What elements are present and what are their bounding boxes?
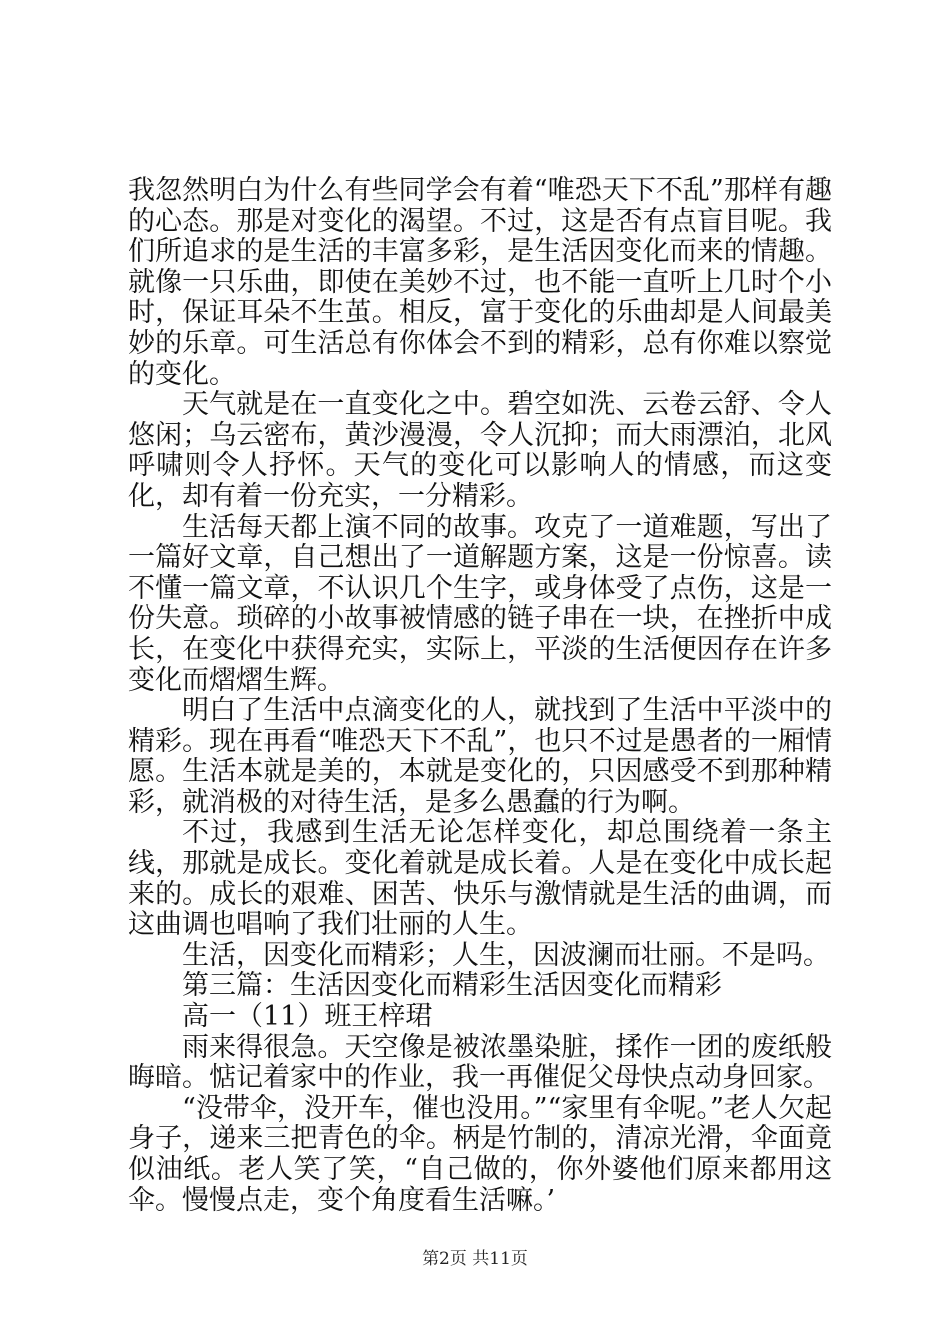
paragraph-7: 雨来得很急。天空像是被浓墨染脏，揉作一团的废纸般晦暗。惦记着家中的作业，我一再催促父母快点动身回家。 [128, 1031, 832, 1094]
page-footer: 第2页 共11页 [422, 1249, 528, 1269]
paragraph-3: 生活每天都上演不同的故事。攻克了一道难题，写出了一篇好文章，自己想出了一道解题方案，这是一份惊喜。读不懂一篇文章，不认识几个生字，或身体受了点伤，这是一份失意。琐碎的小故事被情感的链子串在一块，在挫折中成长，在变化中获得充实，实际上，平淡的生活便因存在许多变化而熠熠生辉。 [128, 511, 832, 696]
paragraph-5: 不过，我感到生活无论怎样变化，却总围绕着一条主线，那就是成长。变化着就是成长着。人是在变化中成长起来的。成长的艰难、困苦、快乐与激情就是生活的曲调，而这曲调也唱响了我们壮丽的人生。 [128, 817, 832, 941]
document-body [128, 176, 832, 1216]
paragraph-1: 我忽然明白为什么有些同学会有着“唯恐天下不乱”那样有趣的心态。那是对变化的渴望。不过，这是否有点盲目呢。我们所追求的是生活的丰富多彩，是生活因变化而来的情趣。就像一只乐曲，即使在美妙不过，也不能一直听上几时个小时，保证耳朵不生茧。相反，富于变化的乐曲却是人间最美妙的乐章。可生活总有你体会不到的精彩，总有你难以察觉的变化。 [128, 175, 832, 390]
paragraph-4: 明白了生活中点滴变化的人，就找到了生活中平淡中的精彩。现在再看“唯恐天下不乱”，也只不过是愚者的一厢情愿。生活本就是美的，本就是变化的，只因感受不到那种精彩，就消极的对待生活，是多么愚蠢的行为啊。 [128, 695, 832, 818]
paragraph-6: 生活，因变化而精彩；人生，因波澜而壮丽。不是吗。 [182, 939, 830, 971]
paragraph-8: “没带伞，没开车，催也没用。”“家里有伞呢。”老人欠起身子，递来三把青色的伞。柄是竹制的，清凉光滑，伞面竟似油纸。老人笑了笑，“自己做的，你外婆他们原来都用这伞。慢慢点走，变个角度看生活嘛。’ [128, 1092, 832, 1216]
author-line: 高一（11）班王梓珺 [182, 1001, 433, 1033]
paragraph-2: 天气就是在一直变化之中。碧空如洗、云卷云舒、令人悠闲；乌云密布，黄沙漫漫，令人沉抑；而大雨漂泊，北风呼啸则令人抒怀。天气的变化可以影响人的情感，而这变化，却有着一份充实，一分精彩。 [128, 389, 832, 512]
section-title: 第三篇：生活因变化而精彩生活因变化而精彩 [182, 970, 722, 1002]
